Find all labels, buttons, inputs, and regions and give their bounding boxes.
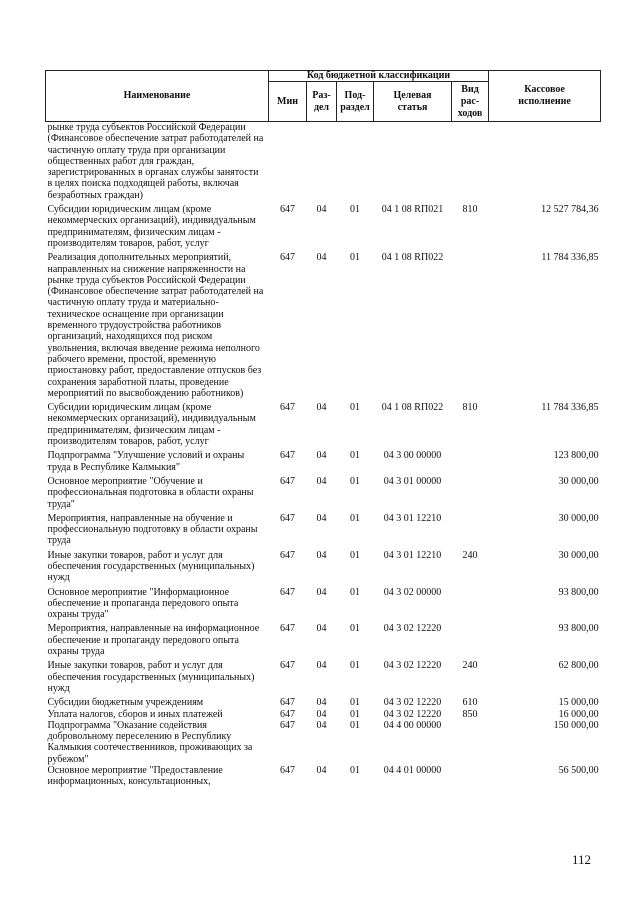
row-min: 647 xyxy=(280,204,295,216)
row-podrazdel: 01 xyxy=(350,450,360,462)
row-name: Подпрограмма "Оказание содействия добровольному переселению в Республику Калмыкия соотечественников, проживающих за рубежом" xyxy=(47,719,253,765)
row-celevaya: 04 3 02 00000 xyxy=(383,586,442,598)
row-vid xyxy=(452,476,489,513)
row-name: Субсидии бюджетным учреждениям xyxy=(47,697,204,709)
kassovoe-label: Кассовое исполнение xyxy=(518,84,571,107)
row-podrazdel: 01 xyxy=(350,623,360,635)
row-podrazdel: 01 xyxy=(350,719,360,731)
row-min: 647 xyxy=(280,450,295,462)
row-podrazdel xyxy=(337,122,374,205)
row-min: 647 xyxy=(280,252,295,264)
row-celevaya: 04 3 02 12220 xyxy=(383,697,442,709)
row-podrazdel: 01 xyxy=(350,252,360,264)
row-min: 647 xyxy=(280,660,295,672)
table-row xyxy=(46,513,601,550)
row-amount: 16 000,00 xyxy=(558,708,599,720)
row-vid xyxy=(452,623,489,660)
table-row xyxy=(46,550,601,587)
row-razdel: 04 xyxy=(316,204,327,216)
page-number: 112 xyxy=(572,852,592,867)
row-vid: 610 xyxy=(462,697,478,709)
table-row xyxy=(46,660,601,697)
row-razdel: 04 xyxy=(316,623,327,635)
row-razdel: 04 xyxy=(316,697,327,709)
row-podrazdel: 01 xyxy=(350,549,360,561)
table-row xyxy=(46,402,601,450)
row-celevaya: 04 3 01 00000 xyxy=(383,475,442,487)
row-amount: 30 000,00 xyxy=(558,475,599,487)
row-vid xyxy=(452,450,489,476)
row-razdel: 04 xyxy=(316,660,327,672)
table-row xyxy=(46,450,601,476)
row-vid xyxy=(452,122,489,205)
row-amount: 12 527 784,36 xyxy=(541,204,599,216)
row-podrazdel: 01 xyxy=(350,708,360,720)
row-vid: 850 xyxy=(462,708,478,720)
row-razdel: 04 xyxy=(316,450,327,462)
row-name: Основное мероприятие "Обучение и профессиональная подготовка в области охраны труда" xyxy=(47,475,254,510)
row-amount: 30 000,00 xyxy=(558,512,599,524)
row-celevaya: 04 3 01 12210 xyxy=(383,549,442,561)
row-celevaya: 04 3 02 12220 xyxy=(383,623,442,635)
row-celevaya: 04 1 08 RП022 xyxy=(381,402,444,414)
row-min: 647 xyxy=(280,402,295,414)
row-name: Субсидии юридическим лицам (кроме некоммерческих организаций), индивидуальным предпринимателям, физическим лицам - производителям товаров, работ, услуг xyxy=(47,204,256,249)
row-celevaya: 04 1 08 RП021 xyxy=(381,204,444,216)
row-amount: 15 000,00 xyxy=(558,697,599,709)
row-celevaya: 04 3 02 12220 xyxy=(383,708,442,720)
row-razdel: 04 xyxy=(316,475,327,487)
table-row xyxy=(46,720,601,765)
row-vid xyxy=(452,252,489,402)
row-razdel: 04 xyxy=(316,512,327,524)
row-amount: 93 800,00 xyxy=(558,586,599,598)
table-row xyxy=(46,204,601,252)
row-name: Субсидии юридическим лицам (кроме некоммерческих организаций), индивидуальным предпринимателям, физическим лицам - производителям товаров, работ, услуг xyxy=(47,402,256,448)
table-row xyxy=(46,623,601,660)
col-header-razdel: Раз- дел xyxy=(307,82,337,122)
row-min: 647 xyxy=(280,765,295,777)
row-vid: 240 xyxy=(462,549,478,561)
col-header-min: Мин xyxy=(269,82,307,122)
row-podrazdel: 01 xyxy=(350,765,360,777)
table-body xyxy=(46,122,601,791)
row-razdel: 04 xyxy=(316,549,327,561)
row-min: 647 xyxy=(280,708,295,720)
col-header-vid: Вид рас- ходов xyxy=(452,82,489,122)
table-row xyxy=(46,587,601,624)
row-name: Уплата налогов, сборов и иных платежей xyxy=(47,708,223,720)
row-min: 647 xyxy=(280,697,295,709)
row-name: рынке труда субъектов Российской Федерации (Финансовое обеспечение затрат работодателей на частичную оплату труда при организации общественных работ для граждан, зарегистрированных в органах службы занятости в целях поиска подходящей работы, включая безработных граждан) xyxy=(47,122,264,201)
row-name: Иные закупки товаров, работ и услуг для обеспечения государственных (муниципальных) нужд xyxy=(47,660,255,694)
row-min: 647 xyxy=(280,623,295,635)
col-header-kassovoe xyxy=(489,71,601,122)
row-razdel: 04 xyxy=(316,252,327,264)
col-header-podrazdel: Под- раздел xyxy=(337,82,374,122)
row-amount: 30 000,00 xyxy=(558,549,599,561)
row-podrazdel: 01 xyxy=(350,660,360,672)
row-celevaya: 04 3 02 12220 xyxy=(383,660,442,672)
table-row xyxy=(46,122,601,205)
table-row xyxy=(46,476,601,513)
row-min: 647 xyxy=(280,549,295,561)
row-amount: 11 784 336,85 xyxy=(541,402,599,414)
row-min xyxy=(269,122,307,205)
row-min: 647 xyxy=(280,512,295,524)
col-header-celevaya: Целевая статья xyxy=(374,82,452,122)
row-vid xyxy=(452,720,489,765)
row-razdel: 04 xyxy=(316,402,327,414)
table-header xyxy=(46,71,601,122)
row-razdel: 04 xyxy=(316,708,327,720)
budget-table xyxy=(45,70,601,791)
table-row xyxy=(46,252,601,402)
row-razdel: 04 xyxy=(316,586,327,598)
row-amount: 93 800,00 xyxy=(558,623,599,635)
row-name: Подпрограмма "Улучшение условий и охраны труда в Республике Калмыкия" xyxy=(47,450,245,473)
col-header-code-group: Код бюджетной классификации xyxy=(269,71,489,82)
row-min: 647 xyxy=(280,586,295,598)
row-amount: 11 784 336,85 xyxy=(541,252,599,264)
row-name: Основное мероприятие "Предоставление информационных, консультационных, xyxy=(47,765,223,788)
row-podrazdel: 01 xyxy=(350,586,360,598)
row-celevaya xyxy=(374,122,452,205)
row-name: Основное мероприятие "Информационное обеспечение и пропаганда передового опыта охраны труда" xyxy=(47,586,239,621)
row-razdel: 04 xyxy=(316,719,327,731)
row-amount xyxy=(489,122,601,205)
table-row xyxy=(46,709,601,720)
table-row xyxy=(46,697,601,708)
row-celevaya: 04 4 01 00000 xyxy=(383,765,442,777)
row-vid xyxy=(452,587,489,624)
row-vid: 810 xyxy=(462,402,478,414)
row-min: 647 xyxy=(280,475,295,487)
row-name: Реализация дополнительных мероприятий, направленных на снижение напряженности на рынке труда субъектов Российской Федерации (Финансовое обеспечение затрат работодателей на частичную оплату труда и материально-техническое оснащение при организации временного трудоустройства работников организаций, находящихся под риском увольнения, включая введение режима неполного рабочего времени, простой, временную приостановку работ, предоставление отпусков без сохранения заработной платы, проведение мероприятий по высвобождению работников) xyxy=(47,252,264,399)
row-celevaya: 04 4 00 00000 xyxy=(383,719,442,731)
row-celevaya: 04 1 08 RП022 xyxy=(381,252,444,264)
row-podrazdel: 01 xyxy=(350,204,360,216)
row-celevaya: 04 3 00 00000 xyxy=(383,450,442,462)
row-podrazdel: 01 xyxy=(350,475,360,487)
row-amount: 123 800,00 xyxy=(553,450,599,462)
table-row xyxy=(46,765,601,791)
row-vid xyxy=(452,765,489,791)
row-podrazdel: 01 xyxy=(350,402,360,414)
row-amount: 150 000,00 xyxy=(553,719,599,731)
row-name: Мероприятия, направленные на обучение и профессиональную подготовку в области охраны труда xyxy=(47,512,258,547)
row-name: Иные закупки товаров, работ и услуг для обеспечения государственных (муниципальных) нужд xyxy=(47,549,255,584)
col-header-name: Наименование xyxy=(46,71,269,122)
row-vid xyxy=(452,513,489,550)
row-razdel xyxy=(307,122,337,205)
row-razdel: 04 xyxy=(316,765,327,777)
row-celevaya: 04 3 01 12210 xyxy=(383,512,442,524)
row-name: Мероприятия, направленные на информационное обеспечение и пропаганду передового опыта охраны труда xyxy=(47,623,260,658)
row-min: 647 xyxy=(280,719,295,731)
row-podrazdel: 01 xyxy=(350,697,360,709)
row-vid: 240 xyxy=(462,660,478,672)
row-amount: 56 500,00 xyxy=(558,765,599,777)
budget-sheet xyxy=(45,70,600,791)
row-vid: 810 xyxy=(462,204,478,216)
row-podrazdel: 01 xyxy=(350,512,360,524)
row-amount: 62 800,00 xyxy=(558,660,599,672)
